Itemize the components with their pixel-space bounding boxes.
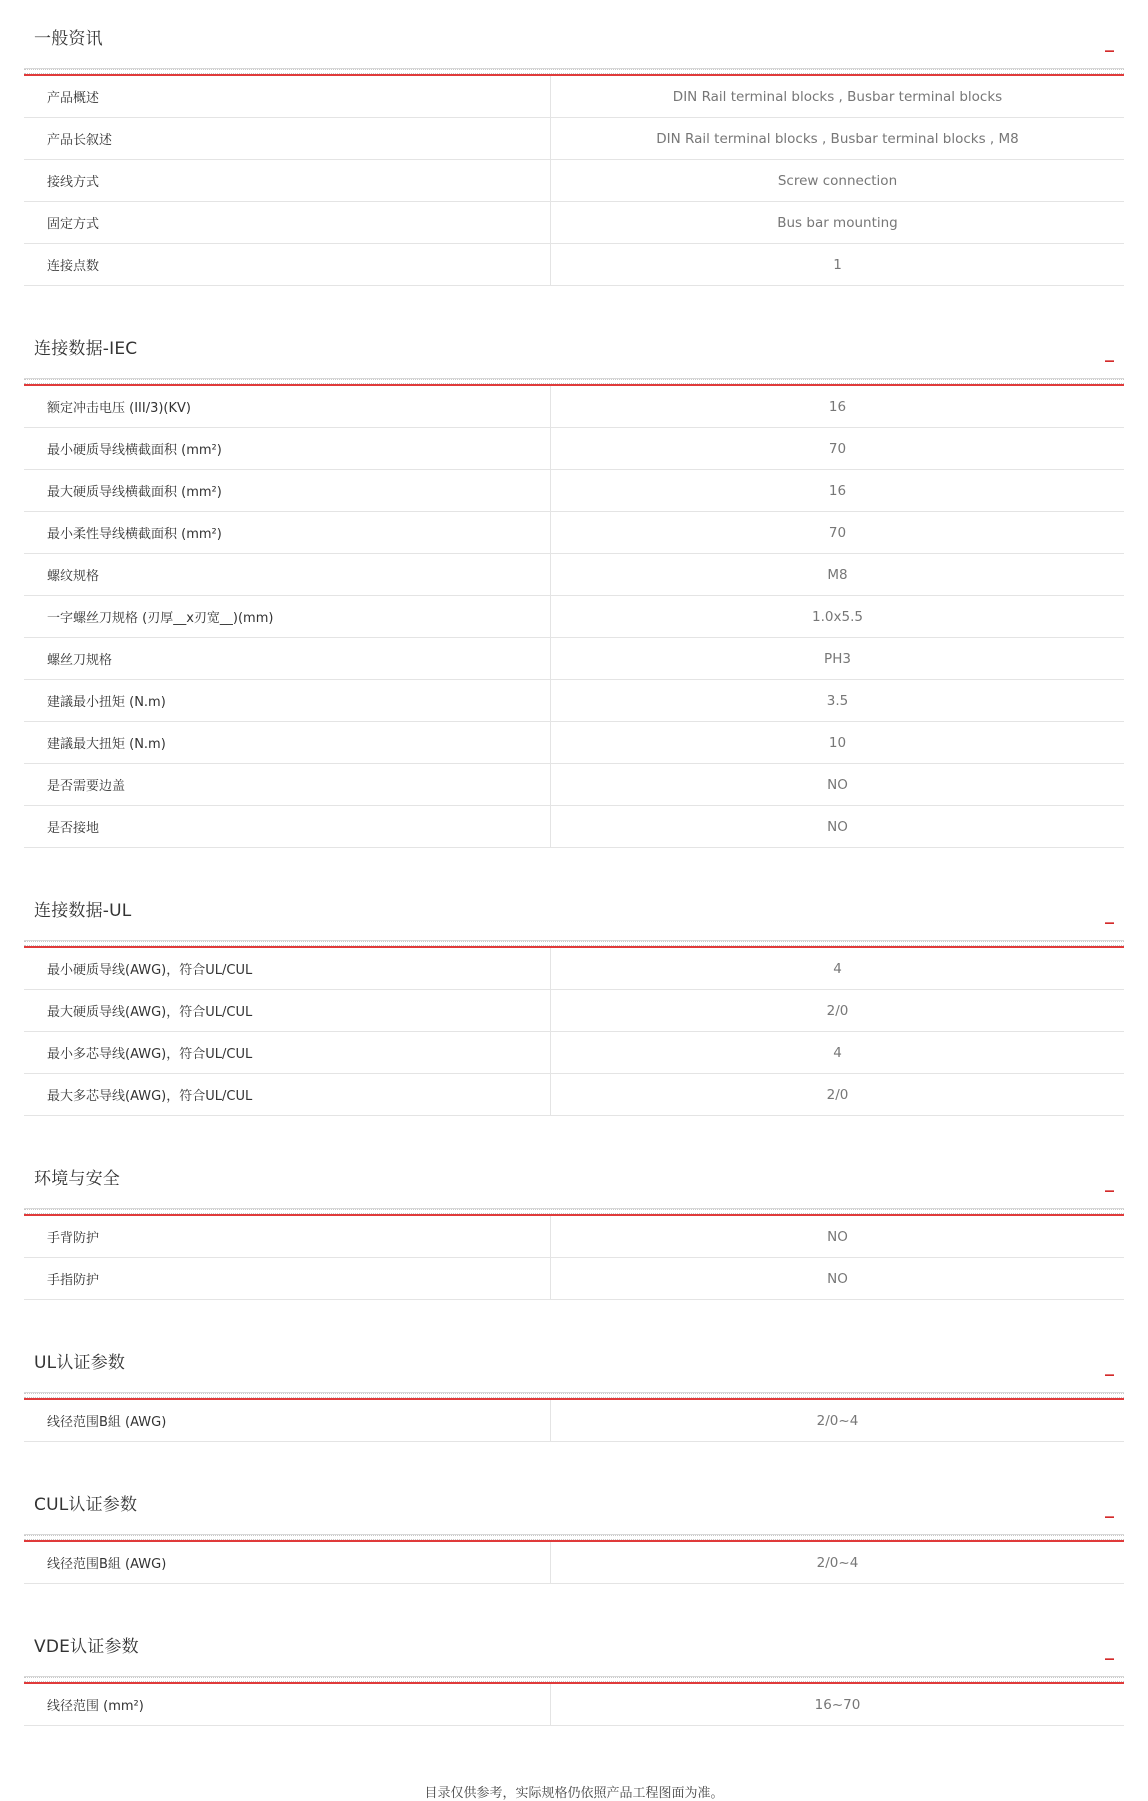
table-row xyxy=(24,948,1124,990)
collapse-toggle-icon[interactable]: _ xyxy=(1105,1640,1114,1661)
table-row xyxy=(24,1216,1124,1258)
spec-label: 额定冲击电压 (III/3)(KV) xyxy=(24,386,551,427)
spec-value: 16~70 xyxy=(814,1696,861,1713)
spec-label: 建議最小扭矩 (N.m) xyxy=(24,680,551,721)
table-row xyxy=(24,470,1124,512)
table-row xyxy=(24,1684,1124,1726)
spec-value: NO xyxy=(827,1228,848,1245)
table-row xyxy=(24,202,1124,244)
table-row xyxy=(24,638,1124,680)
spec-value: 70 xyxy=(828,524,847,541)
spec-value: 16 xyxy=(828,398,847,415)
spec-label: 螺丝刀规格 xyxy=(24,638,551,679)
spec-label: 建議最大扭矩 (N.m) xyxy=(24,722,551,763)
spec-value: M8 xyxy=(827,566,848,583)
table-row xyxy=(24,806,1124,848)
spec-value: 70 xyxy=(828,440,847,457)
spec-label: 最小硬质导线横截面积 (mm²) xyxy=(24,428,551,469)
spec-value: PH3 xyxy=(824,650,851,667)
spec-label: 接线方式 xyxy=(24,160,551,201)
table-row xyxy=(24,554,1124,596)
spec-label: 是否接地 xyxy=(24,806,551,847)
spec-table xyxy=(24,948,1124,1116)
spec-value: Screw connection xyxy=(777,172,898,189)
spec-label: 手背防护 xyxy=(24,1216,551,1257)
table-row xyxy=(24,244,1124,286)
section-header[interactable] xyxy=(24,1146,1124,1209)
spec-label: 固定方式 xyxy=(24,202,551,243)
section-header[interactable] xyxy=(24,6,1124,69)
table-row xyxy=(24,680,1124,722)
spec-table xyxy=(24,76,1124,286)
spec-label: 最小硬质导线(AWG)，符合UL/CUL xyxy=(24,948,551,989)
section-title: 一般资讯 xyxy=(34,29,103,49)
section-gap xyxy=(0,286,1148,316)
spec-value: 2/0~4 xyxy=(816,1412,859,1429)
spec-label: 最小多芯导线(AWG)，符合UL/CUL xyxy=(24,1032,551,1073)
spec-value: DIN Rail terminal blocks , Busbar terminal blocks xyxy=(672,88,1003,105)
table-row xyxy=(24,596,1124,638)
table-row xyxy=(24,428,1124,470)
section-header[interactable] xyxy=(24,1614,1124,1677)
section-title: UL认证参数 xyxy=(34,1353,126,1373)
spec-section xyxy=(24,878,1124,1116)
spec-table xyxy=(24,1684,1124,1726)
spec-label: 产品长叙述 xyxy=(24,118,551,159)
spec-value: DIN Rail terminal blocks , Busbar terminal blocks , M8 xyxy=(656,130,1019,147)
spec-table xyxy=(24,1400,1124,1442)
section-gap xyxy=(0,1300,1148,1330)
spec-label: 线径范围B組 (AWG) xyxy=(24,1542,551,1583)
spec-label: 手指防护 xyxy=(24,1258,551,1299)
spec-label: 最大硬质导线横截面积 (mm²) xyxy=(24,470,551,511)
spec-value: 10 xyxy=(828,734,847,751)
spec-section xyxy=(24,1330,1124,1442)
table-row xyxy=(24,76,1124,118)
table-row xyxy=(24,386,1124,428)
table-row xyxy=(24,1400,1124,1442)
spec-label: 线径范围B組 (AWG) xyxy=(24,1400,551,1441)
spec-label: 是否需要边盖 xyxy=(24,764,551,805)
section-gap xyxy=(0,1442,1148,1472)
spec-table xyxy=(24,1216,1124,1300)
table-row xyxy=(24,764,1124,806)
section-title: 连接数据-IEC xyxy=(34,339,138,359)
spec-value: 16 xyxy=(828,482,847,499)
spec-table xyxy=(24,1542,1124,1584)
table-row xyxy=(24,1074,1124,1116)
table-row xyxy=(24,990,1124,1032)
section-title: VDE认证参数 xyxy=(34,1637,139,1657)
collapse-toggle-icon[interactable]: _ xyxy=(1105,1356,1114,1377)
spec-section xyxy=(24,316,1124,848)
footer-note: 目录仅供参考，实际规格仍依照产品工程图面为准。 xyxy=(424,1786,724,1801)
spec-label: 产品概述 xyxy=(24,76,551,117)
spec-section xyxy=(24,1146,1124,1300)
collapse-toggle-icon[interactable]: _ xyxy=(1105,342,1114,363)
spec-value: 2/0 xyxy=(826,1086,849,1103)
table-row xyxy=(24,1258,1124,1300)
section-gap xyxy=(0,848,1148,878)
collapse-toggle-icon[interactable]: _ xyxy=(1105,1172,1114,1193)
spec-value: 4 xyxy=(833,1044,842,1061)
section-header[interactable] xyxy=(24,1330,1124,1393)
spec-value: NO xyxy=(827,1270,848,1287)
section-title: 环境与安全 xyxy=(34,1169,120,1189)
table-row xyxy=(24,1032,1124,1074)
spec-label: 连接点数 xyxy=(24,244,551,285)
spec-label: 线径范围 (mm²) xyxy=(24,1684,551,1725)
table-row xyxy=(24,118,1124,160)
spec-value: 2/0 xyxy=(826,1002,849,1019)
spec-value: 3.5 xyxy=(826,692,849,709)
table-row xyxy=(24,722,1124,764)
spec-value: 1.0x5.5 xyxy=(812,608,863,625)
spec-value: 2/0~4 xyxy=(816,1554,859,1571)
section-gap xyxy=(0,1116,1148,1146)
section-title: CUL认证参数 xyxy=(34,1495,138,1515)
table-row xyxy=(24,1542,1124,1584)
section-header[interactable] xyxy=(24,878,1124,941)
spec-value: NO xyxy=(827,776,848,793)
spec-section xyxy=(24,1472,1124,1584)
collapse-toggle-icon[interactable]: _ xyxy=(1105,1498,1114,1519)
spec-value: 1 xyxy=(833,256,842,273)
spec-section xyxy=(24,1614,1124,1726)
spec-value: 4 xyxy=(833,960,842,977)
spec-label: 最大多芯导线(AWG)，符合UL/CUL xyxy=(24,1074,551,1115)
section-gap xyxy=(0,1584,1148,1614)
spec-label: 螺纹规格 xyxy=(24,554,551,595)
spec-section xyxy=(24,6,1124,286)
section-header[interactable] xyxy=(24,316,1124,379)
spec-label: 最大硬质导线(AWG)，符合UL/CUL xyxy=(24,990,551,1031)
collapse-toggle-icon[interactable]: _ xyxy=(1105,32,1114,53)
section-header[interactable] xyxy=(24,1472,1124,1535)
spec-label: 最小柔性导线横截面积 (mm²) xyxy=(24,512,551,553)
spec-table xyxy=(24,386,1124,848)
collapse-toggle-icon[interactable]: _ xyxy=(1105,904,1114,925)
section-title: 连接数据-UL xyxy=(34,901,132,921)
spec-value: NO xyxy=(827,818,848,835)
spec-label: 一字螺丝刀规格 (刃厚__x刃宽__)(mm) xyxy=(24,596,551,637)
table-row xyxy=(24,512,1124,554)
spec-value: Bus bar mounting xyxy=(777,214,898,231)
table-row xyxy=(24,160,1124,202)
